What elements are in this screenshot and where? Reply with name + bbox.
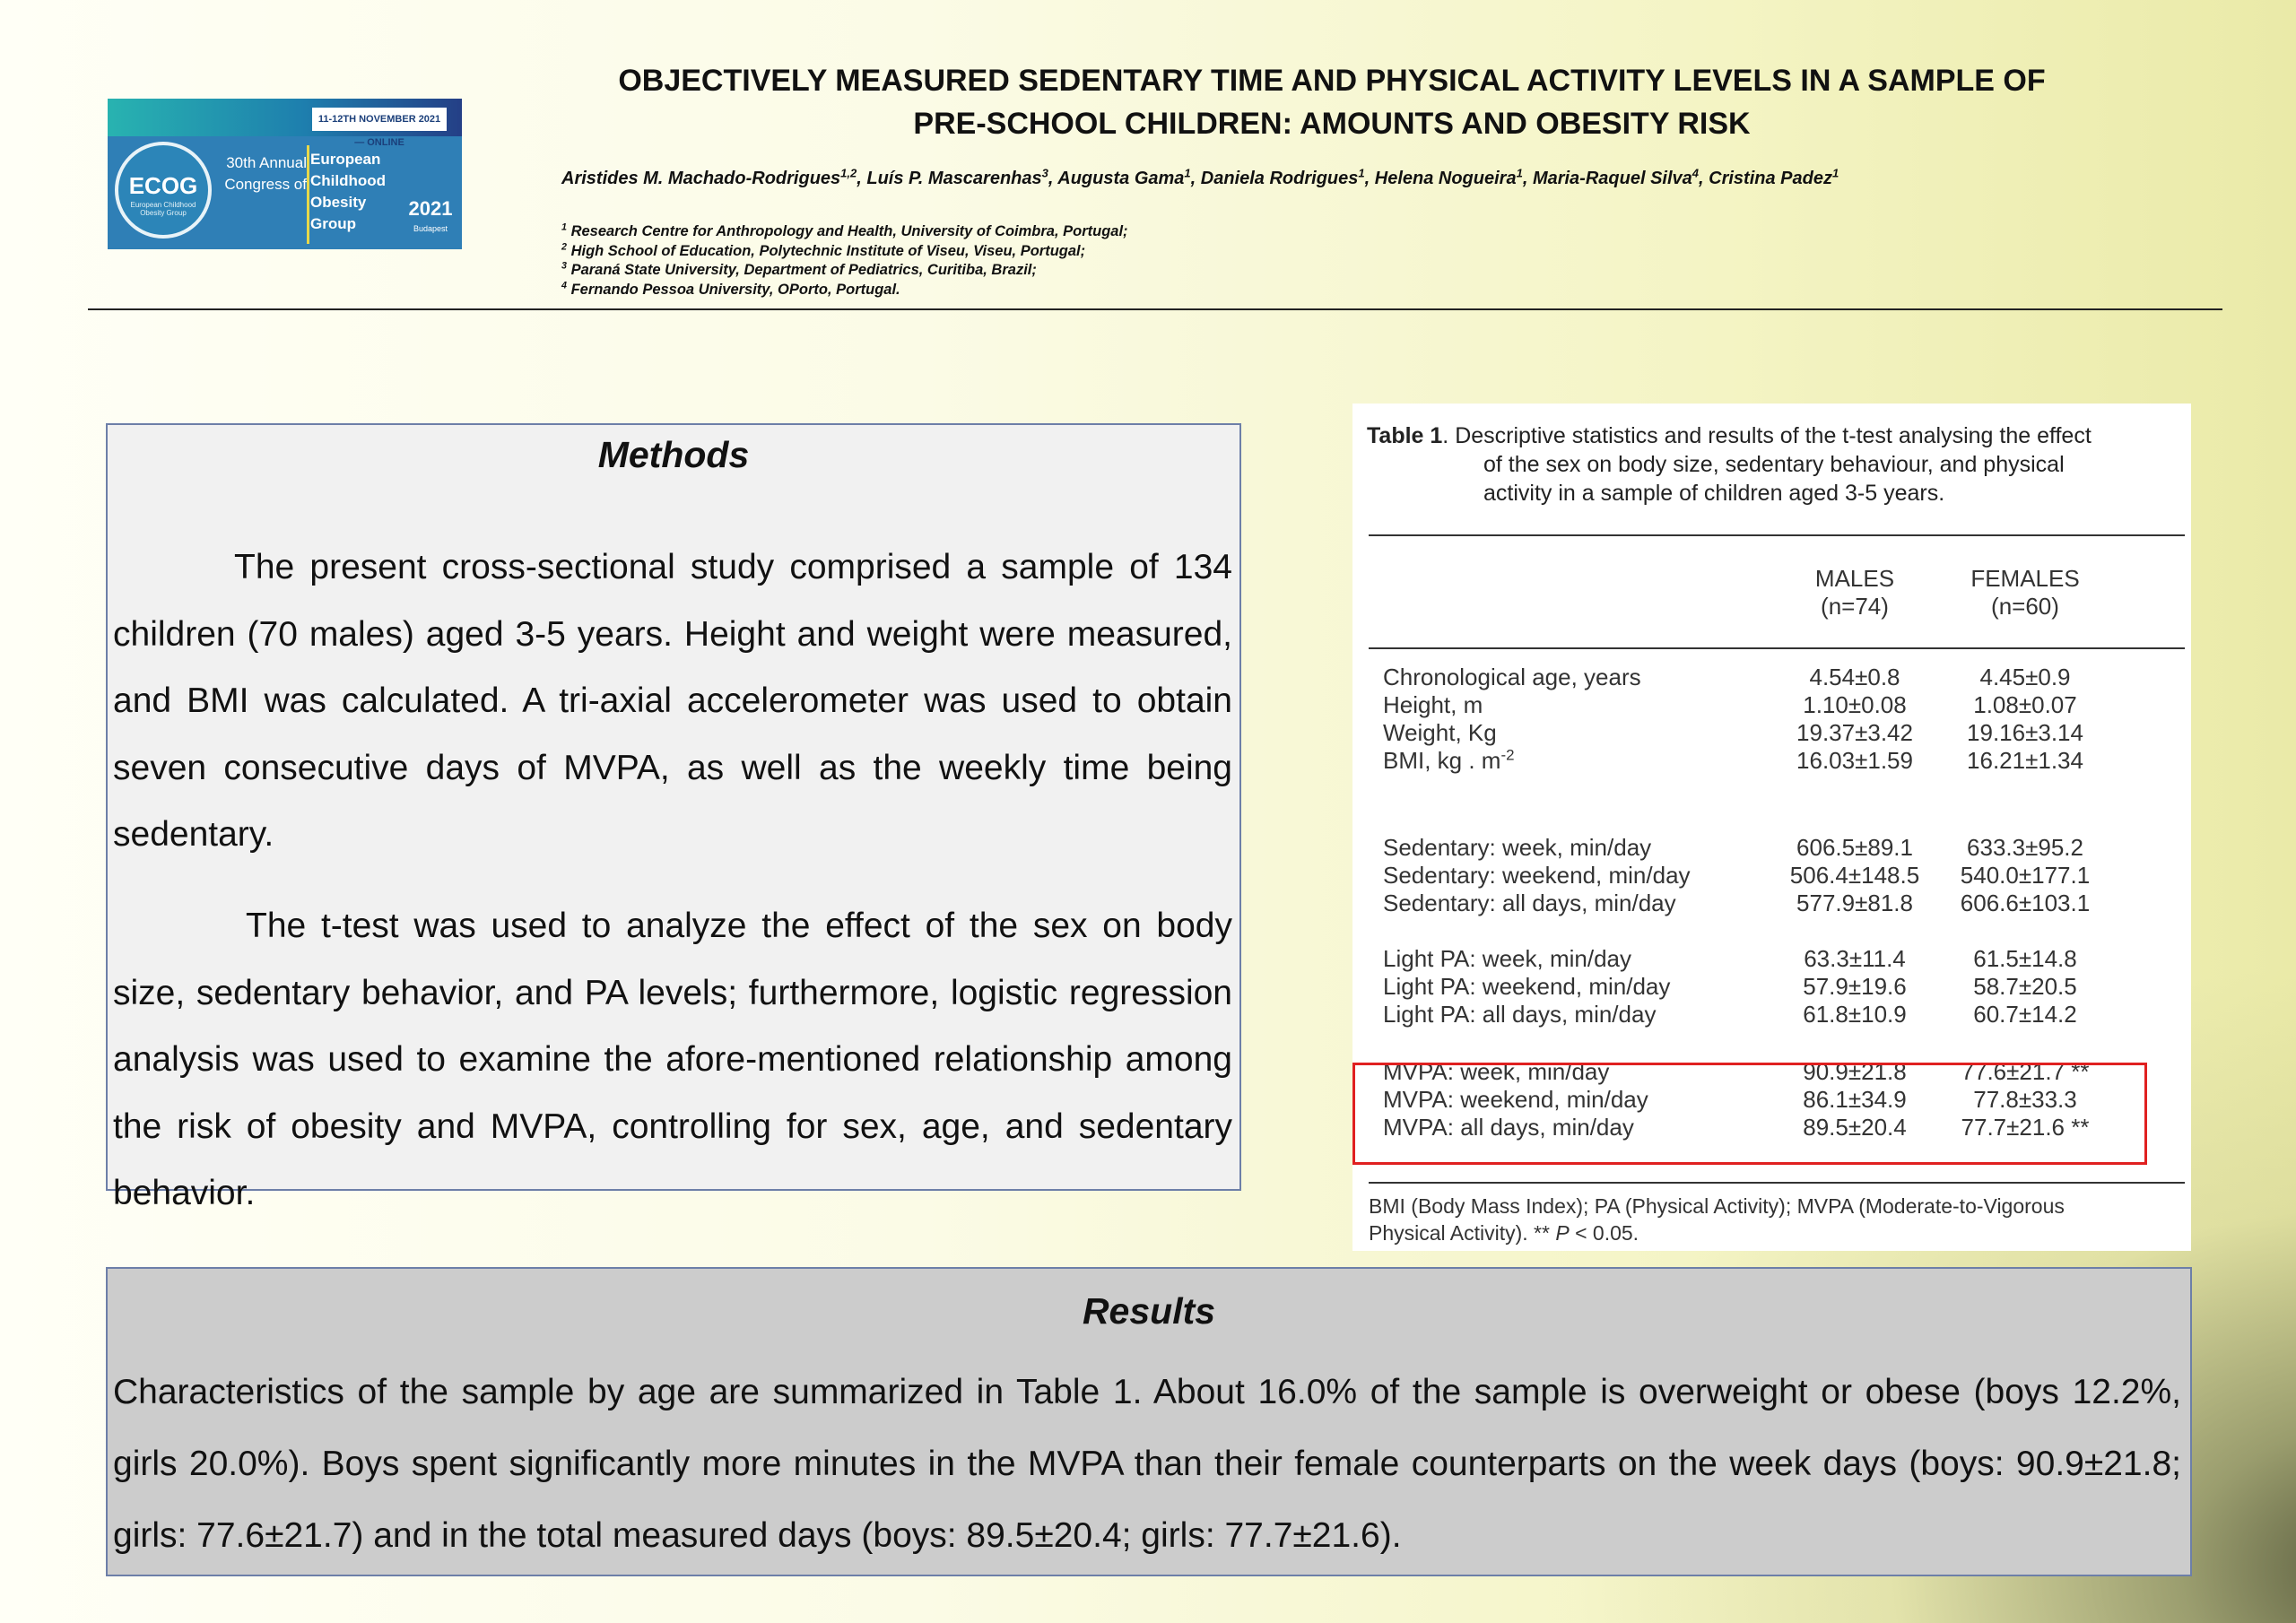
author-separator: , — [1190, 169, 1201, 188]
congress-logo — [108, 99, 462, 249]
logo-word: Group — [310, 215, 356, 232]
author-affiliation-mark: 1 — [1184, 166, 1191, 180]
author-name: Cristina Padez — [1709, 169, 1832, 188]
affiliation-text: Research Centre for Anthropology and Health, University of Coimbra, Portugal; — [570, 223, 1128, 239]
table-cell-males: 19.37±3.42 — [1796, 719, 1913, 746]
table-row-label: Light PA: week, min/day — [1383, 945, 1631, 972]
table-row-label: Chronological age, years — [1383, 664, 1641, 690]
table-cell-males: 61.8±10.9 — [1803, 1001, 1907, 1028]
table-cell-females: 540.0±177.1 — [1960, 862, 2091, 889]
table-rule-bottom — [1369, 1182, 2185, 1184]
author-separator: , — [1364, 169, 1375, 188]
author-list — [561, 166, 1839, 189]
table-caption-text: . Descriptive statistics and results of the t-test analysing the effect — [1442, 423, 2092, 448]
table-row-label: Sedentary: week, min/day — [1383, 834, 1652, 861]
table-cell-females: 16.21±1.34 — [1967, 747, 2083, 774]
table-cell-males: 16.03±1.59 — [1796, 747, 1913, 774]
affiliation-list — [561, 222, 1128, 299]
affiliation-number: 3 — [561, 260, 567, 272]
table-row-label: Weight, Kg — [1383, 719, 1497, 746]
table-cell-females: 4.45±0.9 — [1979, 664, 2071, 690]
affiliation-text: Fernando Pessoa University, OPorto, Portugal. — [570, 281, 900, 298]
mvpa-highlight-box — [1352, 1063, 2147, 1165]
table-footnote — [1369, 1193, 2176, 1246]
author-affiliation-mark: 1,2 — [840, 166, 857, 180]
author — [1200, 166, 1375, 188]
methods-paragraph-2: The t-test was used to analyze the effect of the sex on body size, sedentary behavior, and PA levels; furthermore, logistic regression analysis was used to examine the afore-mentioned relationship among the risk of obesity and MVPA, controlling for sex, age, and sedentary behavior. — [113, 907, 1232, 1212]
table-row-label: Sedentary: all days, min/day — [1383, 890, 1676, 916]
table-cell-males: 57.9±19.6 — [1803, 973, 1907, 1000]
author-name: Helena Nogueira — [1374, 169, 1517, 188]
author-affiliation-mark: 3 — [1041, 166, 1048, 180]
author-name: Maria-Raquel Silva — [1532, 169, 1692, 188]
table-row-label: MVPA: all days, min/day — [1383, 1114, 1634, 1141]
table-row-label: BMI, kg . $m^{-2}$ — [1383, 746, 1515, 774]
author-name: Augusta Gama — [1057, 169, 1185, 188]
col-header-females-n: (n=60) — [1991, 593, 2059, 620]
affiliation — [561, 242, 1128, 262]
col-header-males-n: (n=74) — [1821, 593, 1889, 620]
logo-words — [310, 149, 400, 235]
table-cell-females: 61.5±14.8 — [1973, 945, 2077, 972]
poster-title-line1: OBJECTIVELY MEASURED SEDENTARY TIME AND PHYSICAL ACTIVITY LEVELS IN A SAMPLE OF — [618, 64, 2046, 98]
affiliation-text: Paraná State University, Department of Pediatrics, Curitiba, Brazil; — [570, 262, 1037, 278]
table-cell-females: 77.8±33.3 — [1973, 1086, 2077, 1113]
poster-title — [556, 59, 2108, 145]
author-affiliation-mark: 1 — [1516, 166, 1523, 180]
logo-year: 2021 — [408, 197, 453, 220]
author-name: Luís P. Mascarenhas — [866, 169, 1042, 188]
results-paragraph: Characteristics of the sample by age are summarized in Table 1. About 16.0% of the sample is overweight or obese (boys 12.2%, girls 20.0%). Boys spent significantly more minutes in the MVPA than their female counterparts on the week days (boys: 90.9±21.8; girls: 77.6±21.7) and in the total measured days (boys: 89.5±20.4; girls: 77.7±21.6). — [113, 1373, 2181, 1555]
author — [561, 166, 867, 188]
table-footnote-line2: Physical Activity). ** P < 0.05. — [1369, 1221, 1639, 1245]
table-cell-females: 77.7±21.6 ** — [1961, 1114, 2090, 1141]
affiliation — [561, 281, 1128, 300]
results-panel — [106, 1267, 2192, 1576]
author-name: Aristides M. Machado-Rodrigues — [561, 169, 841, 188]
table-row-label: MVPA: week, min/day — [1383, 1058, 1610, 1085]
author — [1057, 166, 1201, 188]
logo-word: Obesity — [310, 194, 367, 211]
author-separator: , — [857, 169, 867, 188]
table-footnote-line1: BMI (Body Mass Index); PA (Physical Activity); MVPA (Moderate-to-Vigorous — [1369, 1194, 2065, 1218]
table-row-label: Light PA: weekend, min/day — [1383, 973, 1671, 1000]
table-caption-line3: activity in a sample of children aged 3-5 years. — [1483, 481, 1945, 506]
table-rule-header — [1369, 647, 2185, 649]
table-cell-males: 1.10±0.08 — [1803, 691, 1907, 718]
logo-abbrev: ECOG — [128, 172, 198, 199]
table-cell-males: 86.1±34.9 — [1803, 1086, 1907, 1113]
table-cell-males: 4.54±0.8 — [1809, 664, 1900, 690]
affiliation-number: 1 — [561, 221, 567, 233]
table-caption-label: Table 1 — [1367, 423, 1443, 448]
table-caption-line2: of the sex on body size, sedentary behaviour, and physical — [1483, 452, 2065, 477]
table-rule-top — [1369, 534, 2185, 536]
affiliation-number: 2 — [561, 241, 567, 252]
author-affiliation-mark: 1 — [1358, 166, 1365, 180]
logo-annual — [208, 152, 307, 195]
table-row-label: Sedentary: weekend, min/day — [1383, 862, 1691, 889]
col-header-males — [1774, 565, 1935, 621]
affiliation — [561, 222, 1128, 242]
table-cell-males: 63.3±11.4 — [1804, 945, 1906, 972]
author — [1532, 166, 1709, 188]
table-cell-males: 577.9±81.8 — [1796, 890, 1913, 916]
table-cell-males: 90.9±21.8 — [1803, 1058, 1907, 1085]
table-cell-males: 606.5±89.1 — [1796, 834, 1913, 861]
table-cell-males: 89.5±20.4 — [1803, 1114, 1907, 1141]
col-header-females — [1944, 565, 2106, 621]
logo-abbrev-sub: European Childhood Obesity Group — [130, 201, 196, 217]
table-row-label: Height, m — [1383, 691, 1483, 718]
table-cell-females: 77.6±21.7 ** — [1961, 1058, 2090, 1085]
header-divider — [88, 308, 2222, 310]
author-affiliation-mark: 4 — [1692, 166, 1700, 180]
table-cell-females: 60.7±14.2 — [1973, 1001, 2077, 1028]
results-heading: Results — [1082, 1290, 1216, 1332]
table-cell-males: 506.4±148.5 — [1789, 862, 1920, 889]
author-separator: , — [1522, 169, 1533, 188]
table-row-label: MVPA: weekend, min/day — [1383, 1086, 1648, 1113]
author — [1709, 166, 1839, 188]
author-separator: , — [1048, 169, 1058, 188]
methods-heading: Methods — [597, 434, 750, 475]
affiliation-text: High School of Education, Polytechnic Institute of Viseu, Viseu, Portugal; — [570, 242, 1086, 259]
logo-accent-bar — [307, 145, 309, 244]
table-cell-females: 19.16±3.14 — [1967, 719, 2083, 746]
logo-annual-line2: Congress of — [224, 176, 307, 193]
logo-word: European — [310, 151, 381, 168]
affiliation — [561, 261, 1128, 281]
table-cell-females: 58.7±20.5 — [1973, 973, 2077, 1000]
logo-annual-line1: 30th Annual — [226, 154, 307, 171]
table-cell-females: 606.6±103.1 — [1960, 890, 2091, 916]
table-row-label: Light PA: all days, min/day — [1383, 1001, 1657, 1028]
table-caption — [1367, 421, 2179, 508]
table-cell-females: 633.3±95.2 — [1967, 834, 2083, 861]
author — [1374, 166, 1533, 188]
unit-exponent: -2 — [1500, 746, 1515, 764]
author — [866, 166, 1058, 188]
logo-dates: 11-12TH NOVEMBER 2021 — ONLINE — [312, 108, 447, 131]
poster-title-line2: PRE-SCHOOL CHILDREN: AMOUNTS AND OBESITY RISK — [913, 107, 1751, 141]
methods-paragraph-1: The present cross-sectional study comprised a sample of 134 children (70 males) aged 3-5 years. Height and weight were measured, and BMI was calculated. A tri-axial accelerometer was used to obtain seven consecutive days of MVPA, as well as the weekly time being sedentary. — [113, 548, 1232, 854]
author-separator: , — [1699, 169, 1709, 188]
author-affiliation-mark: 1 — [1831, 166, 1839, 180]
logo-city: Budapest — [413, 224, 448, 233]
logo-word: Childhood — [310, 172, 387, 189]
methods-panel — [106, 423, 1241, 1212]
affiliation-number: 4 — [561, 280, 567, 291]
author-name: Daniela Rodrigues — [1200, 169, 1359, 188]
col-header-females-label: FEMALES — [1970, 565, 2080, 592]
table-cell-females: 1.08±0.07 — [1973, 691, 2077, 718]
col-header-males-label: MALES — [1814, 565, 1895, 592]
